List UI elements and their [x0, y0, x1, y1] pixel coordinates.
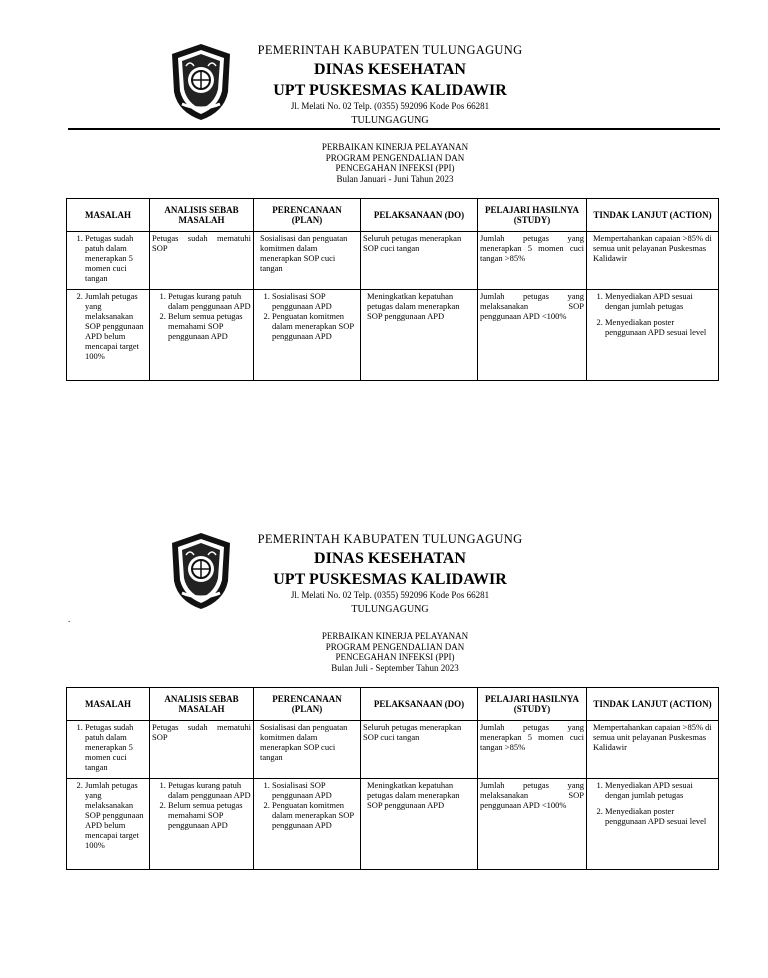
cell-study: Jumlah petugas yang melaksanakan SOP penggunaan APD <100%: [478, 779, 587, 870]
col-study: PELAJARI HASILNYA (STUDY): [478, 199, 587, 232]
report-title: [240, 631, 550, 673]
cell-do: Meningkatkan kepatuhan petugas dalam menerapkan SOP penggunaan APD: [361, 779, 478, 870]
cell-analisis: [150, 290, 254, 381]
report-period: Bulan Juli - September Tahun 2023: [331, 662, 459, 673]
agency-name: DINAS KESEHATAN: [314, 61, 466, 78]
col-do: PELAKSANAAN (DO): [361, 199, 478, 232]
report-period: Bulan Januari - Juni Tahun 2023: [336, 173, 454, 184]
list-item: 1. Petugas sudah patuh dalam menerapkan 5 momen cuci tangan: [85, 722, 147, 772]
col-plan: PERENCANAAN (PLAN): [254, 199, 361, 232]
cell-plan: [254, 290, 361, 381]
list-item: 2. Penguatan komitmen dalam menerapkan SOP penggunaan APD: [272, 311, 358, 341]
city: TULUNGAGUNG: [351, 115, 429, 126]
table-row: [67, 290, 719, 381]
government-name: PEMERINTAH KABUPATEN TULUNGAGUNG: [257, 532, 523, 546]
cell-action: [587, 779, 719, 870]
address: Jl. Melati No. 02 Telp. (0355) 592096 Kode Pos 66281: [290, 101, 490, 111]
list-item: 1. Petugas kurang patuh dalam penggunaan APD: [168, 291, 251, 311]
cell-action: Mempertahankan capaian >85% di semua unit pelayanan Puskesmas Kalidawir: [587, 721, 719, 779]
unit-name: UPT PUSKESMAS KALIDAWIR: [273, 82, 507, 99]
ppi-table: [66, 687, 719, 870]
cell-analisis: Petugas sudah mematuhi SOP: [150, 721, 254, 779]
col-do: PELAKSANAAN (DO): [361, 688, 478, 721]
cell-action: [587, 290, 719, 381]
list-item: 2. Belum semua petugas memahami SOP penggunaan APD: [168, 800, 251, 830]
col-analisis: ANALISIS SEBAB MASALAH: [150, 199, 254, 232]
cell-analisis: Petugas sudah mematuhi SOP: [150, 232, 254, 290]
list-item: 2. Jumlah petugas yang melaksanakan SOP penggunaan APD belum mencapai target 100%: [85, 780, 147, 850]
list-item: 1. Menyediakan APD sesuai dengan jumlah petugas: [605, 291, 716, 311]
cell-study: Jumlah petugas yang melaksanakan SOP penggunaan APD <100%: [478, 290, 587, 381]
table-row: [67, 779, 719, 870]
col-plan: PERENCANAAN (PLAN): [254, 688, 361, 721]
list-item: 2. Menyediakan poster penggunaan APD sesuai level: [605, 317, 716, 337]
address: Jl. Melati No. 02 Telp. (0355) 592096 Kode Pos 66281: [290, 590, 490, 600]
cell-plan: [254, 779, 361, 870]
cell-masalah: [67, 232, 150, 290]
list-item: 2. Penguatan komitmen dalam menerapkan SOP penggunaan APD: [272, 800, 358, 830]
cell-do: Meningkatkan kepatuhan petugas dalam menerapkan SOP penggunaan APD: [361, 290, 478, 381]
list-item: 1. Petugas kurang patuh dalam penggunaan APD: [168, 780, 251, 800]
title-line-3: PENCEGAHAN INFEKSI (PPI): [335, 652, 455, 662]
table-row: [67, 721, 719, 779]
cell-plan: Sosialisasi dan penguatan komitmen dalam menerapkan SOP cuci tangan: [254, 721, 361, 779]
cell-masalah: [67, 779, 150, 870]
cell-study: Jumlah petugas yang menerapkan 5 momen cuci tangan >85%: [478, 232, 587, 290]
list-item: 1. Menyediakan APD sesuai dengan jumlah petugas: [605, 780, 716, 800]
cell-action: Mempertahankan capaian >85% di semua unit pelayanan Puskesmas Kalidawir: [587, 232, 719, 290]
cell-analisis: [150, 779, 254, 870]
regency-emblem-icon: [168, 531, 234, 611]
list-item: 2. Jumlah petugas yang melaksanakan SOP penggunaan APD belum mencapai target 100%: [85, 291, 147, 361]
header-divider: [68, 128, 720, 130]
title-line-3: PENCEGAHAN INFEKSI (PPI): [335, 163, 455, 173]
regency-emblem-icon: [168, 42, 234, 122]
col-action: TINDAK LANJUT (ACTION): [587, 199, 719, 232]
cell-masalah: [67, 721, 150, 779]
ppi-table: [66, 198, 719, 381]
title-line-2: PROGRAM PENGENDALIAN DAN: [325, 641, 465, 652]
col-study: PELAJARI HASILNYA (STUDY): [478, 688, 587, 721]
table-header-row: [67, 688, 719, 721]
list-item: 1. Petugas sudah patuh dalam menerapkan 5 momen cuci tangan: [85, 233, 147, 283]
col-masalah: MASALAH: [67, 688, 150, 721]
col-analisis: ANALISIS SEBAB MASALAH: [150, 688, 254, 721]
stray-mark: .: [68, 614, 71, 624]
table-row: [67, 232, 719, 290]
col-action: TINDAK LANJUT (ACTION): [587, 688, 719, 721]
title-line-1: PERBAIKAN KINERJA PELAYANAN: [321, 142, 469, 152]
title-line-2: PROGRAM PENGENDALIAN DAN: [325, 152, 465, 163]
col-masalah: MASALAH: [67, 199, 150, 232]
government-name: PEMERINTAH KABUPATEN TULUNGAGUNG: [257, 43, 523, 57]
list-item: 1. Sosialisasi SOP penggunaan APD: [272, 291, 358, 311]
list-item: 2. Menyediakan poster penggunaan APD sesuai level: [605, 806, 716, 826]
cell-plan: Sosialisasi dan penguatan komitmen dalam menerapkan SOP cuci tangan: [254, 232, 361, 290]
title-line-1: PERBAIKAN KINERJA PELAYANAN: [321, 631, 469, 641]
cell-study: Jumlah petugas yang menerapkan 5 momen cuci tangan >85%: [478, 721, 587, 779]
cell-masalah: [67, 290, 150, 381]
city: TULUNGAGUNG: [351, 604, 429, 615]
report-title: [240, 142, 550, 184]
agency-name: DINAS KESEHATAN: [314, 550, 466, 567]
list-item: 2. Belum semua petugas memahami SOP penggunaan APD: [168, 311, 251, 341]
unit-name: UPT PUSKESMAS KALIDAWIR: [273, 571, 507, 588]
cell-do: Seluruh petugas menerapkan SOP cuci tangan: [361, 721, 478, 779]
table-header-row: [67, 199, 719, 232]
cell-do: Seluruh petugas menerapkan SOP cuci tangan: [361, 232, 478, 290]
list-item: 1. Sosialisasi SOP penggunaan APD: [272, 780, 358, 800]
